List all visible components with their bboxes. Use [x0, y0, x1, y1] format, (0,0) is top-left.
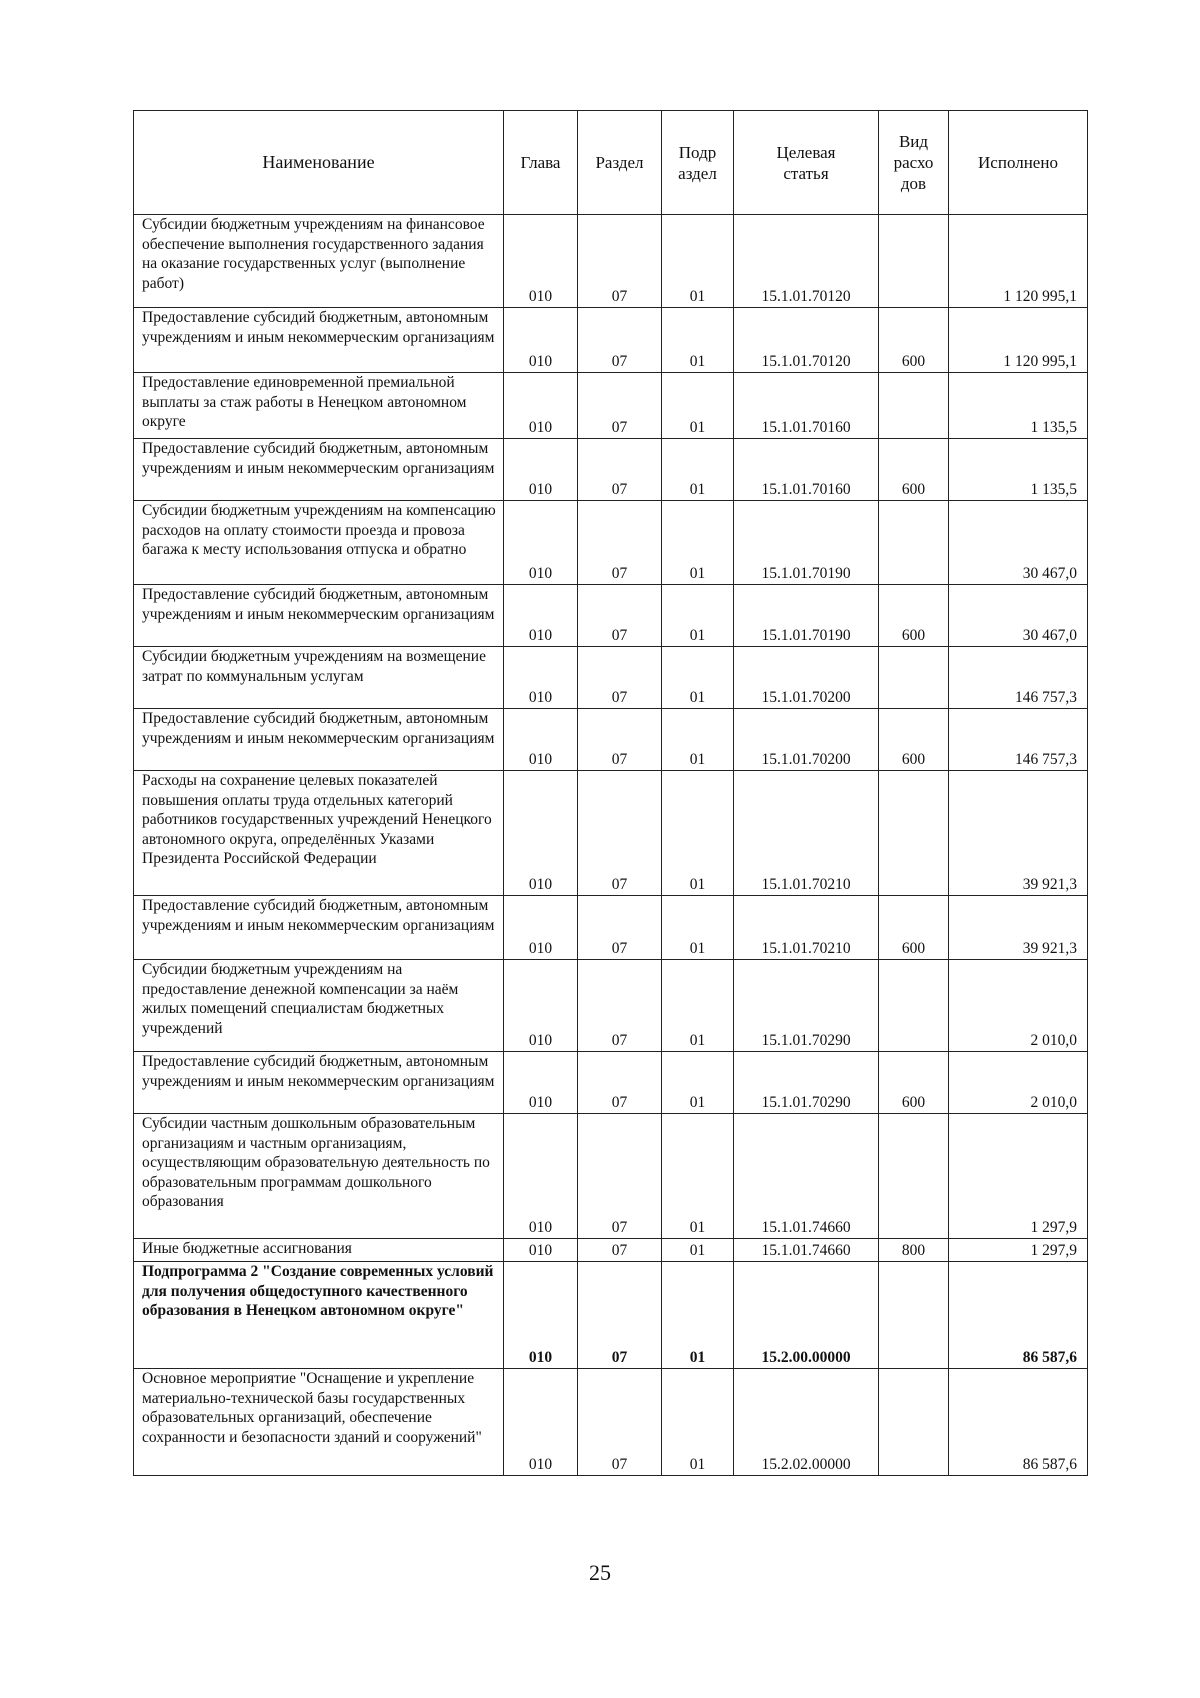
cell-celevaya: 15.1.01.70290	[734, 960, 879, 1052]
cell-name: Предоставление субсидий бюджетным, автономным учреждениям и иным некоммерческим организациям	[134, 439, 504, 501]
table-row	[134, 1239, 1088, 1262]
cell-name: Расходы на сохранение целевых показателей повышения оплаты труда отдельных категорий работников государственных учреждений Ненецкого автономного округа, определённых Указами Президента Российской Федерации	[134, 771, 504, 896]
cell-vid	[879, 1369, 949, 1476]
cell-celevaya: 15.1.01.70200	[734, 709, 879, 771]
header-row	[134, 111, 1088, 215]
cell-glava: 010	[504, 1114, 578, 1239]
table-row	[134, 439, 1088, 501]
header-ispolneno: Исполнено	[949, 111, 1088, 215]
cell-celevaya: 15.2.02.00000	[734, 1369, 879, 1476]
cell-glava: 010	[504, 1239, 578, 1262]
cell-razdel: 07	[578, 1369, 662, 1476]
cell-glava: 010	[504, 1052, 578, 1114]
cell-podrazdel: 01	[662, 439, 734, 501]
cell-celevaya: 15.1.01.70190	[734, 501, 879, 585]
table-row	[134, 373, 1088, 439]
header-vid-line2: расхо	[893, 153, 934, 172]
cell-glava: 010	[504, 960, 578, 1052]
header-vid-line3: дов	[900, 174, 927, 193]
cell-podrazdel: 01	[662, 585, 734, 647]
cell-razdel: 07	[578, 709, 662, 771]
cell-glava: 010	[504, 585, 578, 647]
cell-name: Субсидии частным дошкольным образовательным организациям и частным организациям, осуществляющим образовательную деятельность по образовательным программам дошкольного образования	[134, 1114, 504, 1239]
header-celevaya-line1: Целевая	[776, 142, 836, 162]
cell-razdel: 07	[578, 1114, 662, 1239]
cell-ispolneno: 1 120 995,1	[949, 215, 1088, 308]
cell-podrazdel: 01	[662, 709, 734, 771]
table-row	[134, 1114, 1088, 1239]
cell-vid: 600	[879, 709, 949, 771]
cell-glava: 010	[504, 439, 578, 501]
cell-glava: 010	[504, 1262, 578, 1369]
cell-name: Предоставление субсидий бюджетным, автономным учреждениям и иным некоммерческим организациям	[134, 585, 504, 647]
cell-vid	[879, 501, 949, 585]
header-podrazdel-line2: аздел	[678, 163, 717, 183]
header-razdel: Раздел	[578, 111, 662, 215]
table-row	[134, 1052, 1088, 1114]
cell-razdel: 07	[578, 585, 662, 647]
cell-razdel: 07	[578, 771, 662, 896]
cell-razdel: 07	[578, 501, 662, 585]
cell-name: Предоставление субсидий бюджетным, автономным учреждениям и иным некоммерческим организациям	[134, 896, 504, 960]
cell-vid	[879, 1262, 949, 1369]
cell-podrazdel: 01	[662, 896, 734, 960]
cell-podrazdel: 01	[662, 1369, 734, 1476]
cell-vid	[879, 960, 949, 1052]
cell-vid: 600	[879, 585, 949, 647]
cell-ispolneno: 146 757,3	[949, 647, 1088, 709]
cell-name: Субсидии бюджетным учреждениям на предоставление денежной компенсации за наём жилых помещений специалистам бюджетных учреждений	[134, 960, 504, 1052]
cell-celevaya: 15.1.01.70160	[734, 373, 879, 439]
cell-ispolneno: 86 587,6	[949, 1369, 1088, 1476]
cell-vid	[879, 1114, 949, 1239]
table-row	[134, 308, 1088, 373]
table-row	[134, 709, 1088, 771]
header-vid-line1: Вид	[898, 132, 929, 151]
cell-razdel: 07	[578, 896, 662, 960]
cell-podrazdel: 01	[662, 771, 734, 896]
cell-vid	[879, 771, 949, 896]
cell-podrazdel: 01	[662, 1052, 734, 1114]
cell-glava: 010	[504, 896, 578, 960]
cell-name: Субсидии бюджетным учреждениям на возмещение затрат по коммунальным услугам	[134, 647, 504, 709]
cell-vid: 600	[879, 1052, 949, 1114]
cell-celevaya: 15.1.01.70200	[734, 647, 879, 709]
cell-vid: 600	[879, 308, 949, 373]
table-row	[134, 771, 1088, 896]
cell-razdel: 07	[578, 439, 662, 501]
cell-glava: 010	[504, 501, 578, 585]
cell-name: Предоставление единовременной премиальной выплаты за стаж работы в Ненецком автономном округе	[134, 373, 504, 439]
cell-razdel: 07	[578, 1239, 662, 1262]
table-row	[134, 585, 1088, 647]
cell-glava: 010	[504, 373, 578, 439]
page-number: 25	[589, 1560, 611, 1585]
cell-glava: 010	[504, 771, 578, 896]
cell-podrazdel: 01	[662, 1239, 734, 1262]
cell-razdel: 07	[578, 373, 662, 439]
table-row	[134, 1369, 1088, 1476]
cell-ispolneno: 2 010,0	[949, 1052, 1088, 1114]
cell-glava: 010	[504, 215, 578, 308]
cell-celevaya: 15.1.01.70120	[734, 215, 879, 308]
cell-name: Предоставление субсидий бюджетным, автономным учреждениям и иным некоммерческим организациям	[134, 709, 504, 771]
cell-podrazdel: 01	[662, 308, 734, 373]
cell-name: Предоставление субсидий бюджетным, автономным учреждениям и иным некоммерческим организациям	[134, 1052, 504, 1114]
cell-ispolneno: 39 921,3	[949, 896, 1088, 960]
cell-ispolneno: 2 010,0	[949, 960, 1088, 1052]
header-celevaya-line2: статья	[783, 163, 829, 183]
cell-podrazdel: 01	[662, 1262, 734, 1369]
cell-vid: 600	[879, 439, 949, 501]
header-podrazdel	[662, 111, 734, 215]
cell-vid	[879, 373, 949, 439]
cell-ispolneno: 1 135,5	[949, 373, 1088, 439]
cell-ispolneno: 1 135,5	[949, 439, 1088, 501]
cell-podrazdel: 01	[662, 647, 734, 709]
cell-razdel: 07	[578, 1262, 662, 1369]
cell-name: Субсидии бюджетным учреждениям на финансовое обеспечение выполнения государственного задания на оказание государственных услуг (выполнение работ)	[134, 215, 504, 308]
cell-razdel: 07	[578, 1052, 662, 1114]
cell-podrazdel: 01	[662, 1114, 734, 1239]
cell-glava: 010	[504, 709, 578, 771]
cell-celevaya: 15.1.01.70210	[734, 771, 879, 896]
header-celevaya	[734, 111, 879, 215]
cell-ispolneno: 30 467,0	[949, 501, 1088, 585]
cell-celevaya: 15.1.01.74660	[734, 1114, 879, 1239]
cell-name: Основное мероприятие "Оснащение и укрепление материально-технической базы государственных образовательных организаций, обеспечение сохранности и безопасности зданий и сооружений"	[134, 1369, 504, 1476]
cell-podrazdel: 01	[662, 215, 734, 308]
cell-vid	[879, 647, 949, 709]
cell-ispolneno: 146 757,3	[949, 709, 1088, 771]
cell-podrazdel: 01	[662, 373, 734, 439]
cell-razdel: 07	[578, 647, 662, 709]
cell-celevaya: 15.1.01.70120	[734, 308, 879, 373]
table-header	[134, 111, 1088, 215]
cell-razdel: 07	[578, 215, 662, 308]
table-row	[134, 960, 1088, 1052]
header-name: Наименование	[134, 111, 504, 215]
cell-glava: 010	[504, 308, 578, 373]
cell-celevaya: 15.1.01.70290	[734, 1052, 879, 1114]
cell-celevaya: 15.1.01.70160	[734, 439, 879, 501]
budget-execution-table	[133, 110, 1088, 1476]
cell-celevaya: 15.1.01.74660	[734, 1239, 879, 1262]
cell-ispolneno: 1 297,9	[949, 1114, 1088, 1239]
cell-celevaya: 15.1.01.70210	[734, 896, 879, 960]
table-body	[134, 215, 1088, 1476]
cell-name: Предоставление субсидий бюджетным, автономным учреждениям и иным некоммерческим организациям	[134, 308, 504, 373]
cell-glava: 010	[504, 1369, 578, 1476]
cell-podrazdel: 01	[662, 501, 734, 585]
cell-name: Субсидии бюджетным учреждениям на компенсацию расходов на оплату стоимости проезда и провоза багажа к месту использования отпуска и обратно	[134, 501, 504, 585]
cell-vid: 600	[879, 896, 949, 960]
cell-celevaya: 15.2.00.00000	[734, 1262, 879, 1369]
table-row	[134, 896, 1088, 960]
cell-razdel: 07	[578, 960, 662, 1052]
cell-ispolneno: 86 587,6	[949, 1262, 1088, 1369]
table-row	[134, 1262, 1088, 1369]
cell-razdel: 07	[578, 308, 662, 373]
header-glava: Глава	[504, 111, 578, 215]
cell-vid	[879, 215, 949, 308]
cell-name: Подпрограмма 2 "Создание современных условий для получения общедоступного качественного образования в Ненецком автономном округе"	[134, 1262, 504, 1369]
header-vid	[879, 111, 949, 215]
cell-ispolneno: 39 921,3	[949, 771, 1088, 896]
cell-ispolneno: 30 467,0	[949, 585, 1088, 647]
cell-celevaya: 15.1.01.70190	[734, 585, 879, 647]
cell-ispolneno: 1 297,9	[949, 1239, 1088, 1262]
cell-name: Иные бюджетные ассигнования	[134, 1239, 504, 1262]
header-podrazdel-line1: Подр	[678, 142, 717, 162]
cell-podrazdel: 01	[662, 960, 734, 1052]
cell-glava: 010	[504, 647, 578, 709]
table-row	[134, 215, 1088, 308]
table-row	[134, 501, 1088, 585]
table-row	[134, 647, 1088, 709]
cell-vid: 800	[879, 1239, 949, 1262]
cell-ispolneno: 1 120 995,1	[949, 308, 1088, 373]
